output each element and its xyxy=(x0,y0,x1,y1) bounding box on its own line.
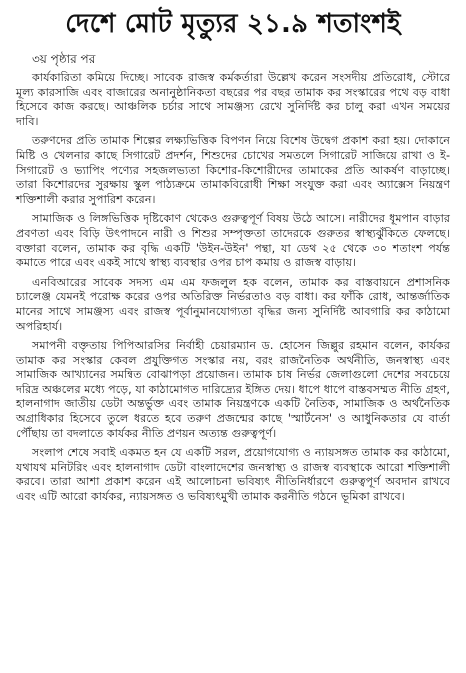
body-paragraph: তরুণদের প্রতি তামাক শিল্পের লক্ষ্যভিত্তিক বিপণন নিয়ে বিশেষ উদ্বেগ প্রকাশ করা হয়। দোকানে মিষ্টি ও খেলনার কাছে সিগারেট প্রদর্শন, শিশুদের চোখের সমতলে সিগারেট সাজিয়ে রাখা ও ই-সিগারেট ও ভ্যাপিং পণ্যের সহজলভ্যতা কিশোর-কিশোরীদের তামাকের প্রতি আকর্ষণ বাড়াচ্ছে। তারা কিশোরদের সুরক্ষায় স্কুল পাঠ্যক্রমে তামাকবিরোধী শিক্ষা সংযুক্ত করা এবং অ্যাক্সেস নিয়ন্ত্রণ শক্তিশালী করার সুপারিশ করেন। xyxy=(16,134,450,206)
body-paragraph: কার্যকারিতা কমিয়ে দিচ্ছে। সাবেক রাজস্ব কর্মকর্তারা উল্লেখ করেন সংসদীয় প্রতিরোধ, স্টোরে মূল্য কারসাজি এবং বাজারের অনানুষ্ঠানিকতা বছরের পর বছর তামাক কর সংস্কারের পথে বড় বাধা হিসেবে কাজ করছে। আঞ্চলিক চর্চার সাথে সামঞ্জস্য রেখে সুনির্দিষ্ট কর চালু করা এখন সময়ের দাবি। xyxy=(16,71,450,128)
headline: দেশে মোট মৃত্যুর ২১.৯ শতাংশই xyxy=(65,9,401,39)
body-paragraph: সামাজিক ও লিঙ্গভিত্তিক দৃষ্টিকোণ থেকেও গুরুত্বপূর্ণ বিষয় উঠে আসে। নারীদের ধূমপান বাড়ার প্রবণতা এবং বিড়ি উৎপাদনে নারী ও শিশুর সম্পৃক্ততা তাদেরকে গুরুতর স্বাস্থ্যঝুঁকিতে ফেলছে। বক্তারা বলেন, তামাক কর বৃদ্ধি একটি 'উইন-উইন' পন্থা, যা ডেথ ২৫ থেকে ৩০ শতাংশ পর্যন্ত কমাতে পারে এবং একই সাথে স্বাস্থ্য ব্যবস্থার ওপর চাপ কমায় ও রাজস্ব বাড়ায়। xyxy=(16,212,450,270)
body-paragraph: সংলাপ শেষে সবাই একমত হন যে একটি সরল, প্রয়োগযোগ্য ও ন্যায়সঙ্গত তামাক কর কাঠামো, যথাযথ মনিটরিং এবং হালনাগাদ ডেটা বাংলাদেশের জনস্বাস্থ্য ও রাজস্ব ব্যবস্থাকে আরো শক্তিশালী করবে। তারা আশা প্রকাশ করেন এই আলোচনা ভবিষ্যৎ নীতিনির্ধারণে গুরুত্বপূর্ণ অবদান রাখবে এবং এটি আরো কার্যকর, ন্যায়সঙ্গত ও ভবিষ্যৎমুখী তামাক করনীতি গঠনে ভূমিকা রাখবে। xyxy=(16,446,450,504)
article-body xyxy=(16,71,450,505)
body-paragraph: সমাপনী বক্তৃতায় পিপিআরসির নির্বাহী চেয়ারম্যান ড. হোসেন জিল্লুর রহমান বলেন, কার্যকর তামাক কর সংস্কার কেবল প্রযুক্তিগত সংস্কার নয়, বরং রাজনৈতিক অর্থনীতি, জনস্বাস্থ্য এবং সামাজিক আখ্যানের সমন্বিত বোঝাপড়া প্রয়োজন। তামাক চাষ নির্ভর জেলাগুলো দেশের সবচেয়ে দরিদ্র অঞ্চলের মধ্যে পড়ে, যা কাঠামোগত দারিদ্র্যের ইঙ্গিত দেয়। ধাপে ধাপে বাস্তবসম্মত নীতি গ্রহণ, হালনাগাদ জাতীয় ডেটা অন্তর্ভুক্ত এবং তামাক নিয়ন্ত্রণকে একটি নৈতিক, সামাজিক ও অর্থনৈতিক অগ্রাধিকার হিসেবে তুলে ধরতে হবে তরুণ প্রজন্মের কাছে 'স্মার্টনেস' ও আধুনিকতার যে বার্তা পৌঁছায় তা বদলাতে কার্যকর নীতি প্রণয়ন অত্যন্ত গুরুত্বপূর্ণ। xyxy=(16,339,450,440)
body-paragraph: এনবিআরের সাবেক সদস্য এম এম ফজলুল হক বলেন, তামাক কর বাস্তবায়নে প্রশাসনিক চ্যালেঞ্জ যেমনই পরোক্ষ করের ওপর অতিরিক্ত নির্ভরতাও বড় বাধা। কর ফাঁকি রোধ, আন্তর্জাতিক মানের সাথে সামঞ্জস্য এবং রাজস্ব পূর্বানুমানযোগ্যতা বৃদ্ধির জন্য সুনির্দিষ্ট আবগারি কর কাঠামো অপরিহার্য। xyxy=(16,275,450,333)
continued-from-label: ৩য় পৃষ্ঠার পর xyxy=(32,52,96,66)
